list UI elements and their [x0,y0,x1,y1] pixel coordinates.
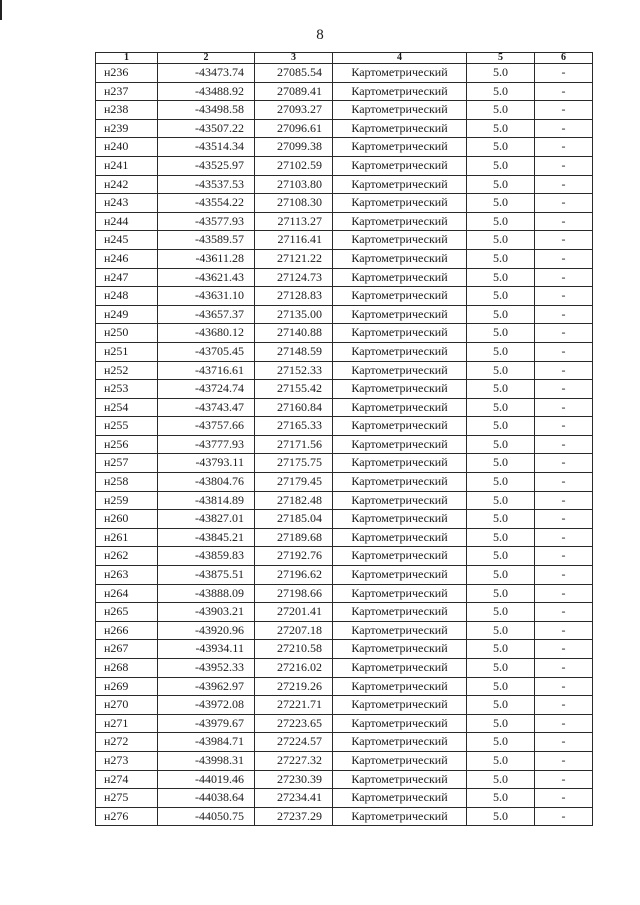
method-cell: Картометрический [333,789,467,808]
table-row [96,510,593,529]
accuracy-cell: 5.0 [467,677,535,696]
point-id-cell: н256 [96,435,158,454]
table-row [96,677,593,696]
accuracy-cell: 5.0 [467,435,535,454]
x-coordinate-cell: -43525.97 [158,156,255,175]
x-coordinate-cell: -43537.53 [158,175,255,194]
method-cell: Картометрический [333,751,467,770]
point-id-cell: н239 [96,119,158,138]
note-cell: - [535,640,593,659]
note-cell: - [535,677,593,696]
table-row [96,82,593,101]
point-id-cell: н253 [96,380,158,399]
method-cell: Картометрический [333,510,467,529]
note-cell: - [535,398,593,417]
y-coordinate-cell: 27216.02 [255,659,333,678]
accuracy-cell: 5.0 [467,64,535,83]
x-coordinate-cell: -43554.22 [158,194,255,213]
method-cell: Картометрический [333,528,467,547]
y-coordinate-cell: 27189.68 [255,528,333,547]
point-id-cell: н264 [96,584,158,603]
point-id-cell: н250 [96,324,158,343]
accuracy-cell: 5.0 [467,714,535,733]
point-id-cell: н272 [96,733,158,752]
note-cell: - [535,584,593,603]
point-id-cell: н254 [96,398,158,417]
method-cell: Картометрический [333,287,467,306]
point-id-cell: н261 [96,528,158,547]
y-coordinate-cell: 27096.61 [255,119,333,138]
method-cell: Картометрический [333,435,467,454]
note-cell: - [535,566,593,585]
table-row [96,491,593,510]
table-row [96,342,593,361]
method-cell: Картометрический [333,64,467,83]
x-coordinate-cell: -43498.58 [158,101,255,120]
point-id-cell: н236 [96,64,158,83]
table-row [96,417,593,436]
x-coordinate-cell: -43705.45 [158,342,255,361]
x-coordinate-cell: -44038.64 [158,789,255,808]
note-cell: - [535,64,593,83]
y-coordinate-cell: 27192.76 [255,547,333,566]
table-row [96,770,593,789]
accuracy-cell: 5.0 [467,528,535,547]
x-coordinate-cell: -43514.34 [158,138,255,157]
accuracy-cell: 5.0 [467,733,535,752]
method-cell: Картометрический [333,138,467,157]
accuracy-cell: 5.0 [467,417,535,436]
method-cell: Картометрический [333,603,467,622]
method-cell: Картометрический [333,342,467,361]
x-coordinate-cell: -43577.93 [158,212,255,231]
point-id-cell: н246 [96,249,158,268]
method-cell: Картометрический [333,268,467,287]
x-coordinate-cell: -43589.57 [158,231,255,250]
accuracy-cell: 5.0 [467,156,535,175]
y-coordinate-cell: 27099.38 [255,138,333,157]
note-cell: - [535,417,593,436]
note-cell: - [535,342,593,361]
note-cell: - [535,249,593,268]
y-coordinate-cell: 27237.29 [255,807,333,826]
x-coordinate-cell: -43920.96 [158,621,255,640]
method-cell: Картометрический [333,659,467,678]
accuracy-cell: 5.0 [467,603,535,622]
accuracy-cell: 5.0 [467,751,535,770]
x-coordinate-cell: -43488.92 [158,82,255,101]
y-coordinate-cell: 27103.80 [255,175,333,194]
table-row [96,454,593,473]
x-coordinate-cell: -43631.10 [158,287,255,306]
note-cell: - [535,659,593,678]
accuracy-cell: 5.0 [467,342,535,361]
note-cell: - [535,305,593,324]
x-coordinate-cell: -43777.93 [158,435,255,454]
accuracy-cell: 5.0 [467,510,535,529]
note-cell: - [535,528,593,547]
note-cell: - [535,510,593,529]
x-coordinate-cell: -43962.97 [158,677,255,696]
header-row [96,53,593,64]
table-row [96,380,593,399]
accuracy-cell: 5.0 [467,380,535,399]
y-coordinate-cell: 27230.39 [255,770,333,789]
y-coordinate-cell: 27116.41 [255,231,333,250]
accuracy-cell: 5.0 [467,194,535,213]
note-cell: - [535,473,593,492]
x-coordinate-cell: -43952.33 [158,659,255,678]
method-cell: Картометрический [333,807,467,826]
y-coordinate-cell: 27221.71 [255,696,333,715]
y-coordinate-cell: 27085.54 [255,64,333,83]
x-coordinate-cell: -43814.89 [158,491,255,510]
note-cell: - [535,751,593,770]
accuracy-cell: 5.0 [467,473,535,492]
point-id-cell: н245 [96,231,158,250]
x-coordinate-cell: -43827.01 [158,510,255,529]
method-cell: Картометрический [333,101,467,120]
table-row [96,547,593,566]
table-row [96,64,593,83]
note-cell: - [535,156,593,175]
accuracy-cell: 5.0 [467,696,535,715]
point-id-cell: н265 [96,603,158,622]
point-id-cell: н238 [96,101,158,120]
x-coordinate-cell: -43473.74 [158,64,255,83]
y-coordinate-cell: 27179.45 [255,473,333,492]
column-header-2: 2 [158,53,255,64]
accuracy-cell: 5.0 [467,175,535,194]
y-coordinate-cell: 27227.32 [255,751,333,770]
point-id-cell: н274 [96,770,158,789]
y-coordinate-cell: 27224.57 [255,733,333,752]
accuracy-cell: 5.0 [467,305,535,324]
accuracy-cell: 5.0 [467,361,535,380]
method-cell: Картометрический [333,249,467,268]
x-coordinate-cell: -43875.51 [158,566,255,585]
note-cell: - [535,380,593,399]
note-cell: - [535,789,593,808]
method-cell: Картометрический [333,621,467,640]
x-coordinate-cell: -43979.67 [158,714,255,733]
table-body [96,64,593,826]
table-row [96,287,593,306]
x-coordinate-cell: -43716.61 [158,361,255,380]
point-id-cell: н240 [96,138,158,157]
accuracy-cell: 5.0 [467,101,535,120]
coordinates-table [95,52,593,826]
note-cell: - [535,454,593,473]
table-row [96,398,593,417]
accuracy-cell: 5.0 [467,82,535,101]
accuracy-cell: 5.0 [467,659,535,678]
y-coordinate-cell: 27160.84 [255,398,333,417]
table-row [96,324,593,343]
y-coordinate-cell: 27185.04 [255,510,333,529]
note-cell: - [535,101,593,120]
method-cell: Картометрический [333,119,467,138]
x-coordinate-cell: -43859.83 [158,547,255,566]
method-cell: Картометрический [333,696,467,715]
y-coordinate-cell: 27196.62 [255,566,333,585]
x-coordinate-cell: -44050.75 [158,807,255,826]
x-coordinate-cell: -43507.22 [158,119,255,138]
point-id-cell: н271 [96,714,158,733]
method-cell: Картометрический [333,175,467,194]
note-cell: - [535,82,593,101]
method-cell: Картометрический [333,584,467,603]
point-id-cell: н267 [96,640,158,659]
y-coordinate-cell: 27135.00 [255,305,333,324]
method-cell: Картометрический [333,491,467,510]
method-cell: Картометрический [333,714,467,733]
column-header-6: 6 [535,53,593,64]
table-row [96,584,593,603]
point-id-cell: н252 [96,361,158,380]
y-coordinate-cell: 27128.83 [255,287,333,306]
table-row [96,194,593,213]
page-number: 8 [316,27,324,43]
y-coordinate-cell: 27175.75 [255,454,333,473]
note-cell: - [535,807,593,826]
table-row [96,621,593,640]
method-cell: Картометрический [333,82,467,101]
method-cell: Картометрический [333,566,467,585]
note-cell: - [535,361,593,380]
accuracy-cell: 5.0 [467,584,535,603]
y-coordinate-cell: 27093.27 [255,101,333,120]
accuracy-cell: 5.0 [467,789,535,808]
point-id-cell: н276 [96,807,158,826]
method-cell: Картометрический [333,231,467,250]
accuracy-cell: 5.0 [467,287,535,306]
point-id-cell: н269 [96,677,158,696]
x-coordinate-cell: -43888.09 [158,584,255,603]
y-coordinate-cell: 27108.30 [255,194,333,213]
point-id-cell: н259 [96,491,158,510]
column-header-3: 3 [255,53,333,64]
accuracy-cell: 5.0 [467,770,535,789]
table-row [96,659,593,678]
table-row [96,473,593,492]
table-row [96,640,593,659]
y-coordinate-cell: 27152.33 [255,361,333,380]
y-coordinate-cell: 27234.41 [255,789,333,808]
y-coordinate-cell: 27198.66 [255,584,333,603]
point-id-cell: н263 [96,566,158,585]
x-coordinate-cell: -43845.21 [158,528,255,547]
x-coordinate-cell: -43621.43 [158,268,255,287]
method-cell: Картометрический [333,733,467,752]
table-row [96,528,593,547]
table-row [96,733,593,752]
table-row [96,807,593,826]
x-coordinate-cell: -43680.12 [158,324,255,343]
accuracy-cell: 5.0 [467,268,535,287]
accuracy-cell: 5.0 [467,324,535,343]
y-coordinate-cell: 27219.26 [255,677,333,696]
point-id-cell: н241 [96,156,158,175]
note-cell: - [535,287,593,306]
y-coordinate-cell: 27140.88 [255,324,333,343]
method-cell: Картометрический [333,473,467,492]
column-header-1: 1 [96,53,158,64]
point-id-cell: н258 [96,473,158,492]
point-id-cell: н260 [96,510,158,529]
y-coordinate-cell: 27124.73 [255,268,333,287]
point-id-cell: н257 [96,454,158,473]
accuracy-cell: 5.0 [467,454,535,473]
table-row [96,175,593,194]
x-coordinate-cell: -44019.46 [158,770,255,789]
y-coordinate-cell: 27155.42 [255,380,333,399]
y-coordinate-cell: 27113.27 [255,212,333,231]
y-coordinate-cell: 27201.41 [255,603,333,622]
x-coordinate-cell: -43743.47 [158,398,255,417]
note-cell: - [535,770,593,789]
table-row [96,138,593,157]
accuracy-cell: 5.0 [467,138,535,157]
method-cell: Картометрический [333,417,467,436]
table-row [96,119,593,138]
x-coordinate-cell: -43657.37 [158,305,255,324]
x-coordinate-cell: -43984.71 [158,733,255,752]
method-cell: Картометрический [333,454,467,473]
column-header-4: 4 [333,53,467,64]
note-cell: - [535,733,593,752]
x-coordinate-cell: -43611.28 [158,249,255,268]
x-coordinate-cell: -43972.08 [158,696,255,715]
table-row [96,714,593,733]
table-row [96,231,593,250]
accuracy-cell: 5.0 [467,398,535,417]
method-cell: Картометрический [333,770,467,789]
note-cell: - [535,547,593,566]
table-row [96,696,593,715]
table-row [96,751,593,770]
y-coordinate-cell: 27171.56 [255,435,333,454]
x-coordinate-cell: -43804.76 [158,473,255,492]
point-id-cell: н255 [96,417,158,436]
x-coordinate-cell: -43998.31 [158,751,255,770]
note-cell: - [535,138,593,157]
table-header [96,53,593,64]
note-cell: - [535,175,593,194]
method-cell: Картометрический [333,547,467,566]
accuracy-cell: 5.0 [467,212,535,231]
y-coordinate-cell: 27223.65 [255,714,333,733]
method-cell: Картометрический [333,398,467,417]
note-cell: - [535,268,593,287]
table-row [96,156,593,175]
method-cell: Картометрический [333,212,467,231]
note-cell: - [535,324,593,343]
method-cell: Картометрический [333,640,467,659]
method-cell: Картометрический [333,156,467,175]
accuracy-cell: 5.0 [467,621,535,640]
y-coordinate-cell: 27165.33 [255,417,333,436]
note-cell: - [535,603,593,622]
table-row [96,603,593,622]
method-cell: Картометрический [333,305,467,324]
table-row [96,268,593,287]
point-id-cell: н251 [96,342,158,361]
point-id-cell: н262 [96,547,158,566]
note-cell: - [535,231,593,250]
page-edge-mark [0,0,2,20]
method-cell: Картометрический [333,361,467,380]
column-header-5: 5 [467,53,535,64]
point-id-cell: н268 [96,659,158,678]
table-row [96,249,593,268]
method-cell: Картометрический [333,380,467,399]
y-coordinate-cell: 27148.59 [255,342,333,361]
point-id-cell: н248 [96,287,158,306]
method-cell: Картометрический [333,324,467,343]
y-coordinate-cell: 27102.59 [255,156,333,175]
x-coordinate-cell: -43934.11 [158,640,255,659]
accuracy-cell: 5.0 [467,249,535,268]
table-row [96,789,593,808]
note-cell: - [535,714,593,733]
point-id-cell: н275 [96,789,158,808]
y-coordinate-cell: 27207.18 [255,621,333,640]
accuracy-cell: 5.0 [467,640,535,659]
point-id-cell: н266 [96,621,158,640]
note-cell: - [535,119,593,138]
table-row [96,212,593,231]
point-id-cell: н247 [96,268,158,287]
y-coordinate-cell: 27210.58 [255,640,333,659]
note-cell: - [535,696,593,715]
table-row [96,101,593,120]
note-cell: - [535,491,593,510]
note-cell: - [535,621,593,640]
note-cell: - [535,194,593,213]
table-row [96,361,593,380]
y-coordinate-cell: 27182.48 [255,491,333,510]
point-id-cell: н273 [96,751,158,770]
accuracy-cell: 5.0 [467,491,535,510]
x-coordinate-cell: -43724.74 [158,380,255,399]
point-id-cell: н243 [96,194,158,213]
method-cell: Картометрический [333,194,467,213]
accuracy-cell: 5.0 [467,807,535,826]
point-id-cell: н270 [96,696,158,715]
y-coordinate-cell: 27121.22 [255,249,333,268]
x-coordinate-cell: -43757.66 [158,417,255,436]
y-coordinate-cell: 27089.41 [255,82,333,101]
point-id-cell: н249 [96,305,158,324]
accuracy-cell: 5.0 [467,231,535,250]
note-cell: - [535,435,593,454]
point-id-cell: н242 [96,175,158,194]
note-cell: - [535,212,593,231]
accuracy-cell: 5.0 [467,119,535,138]
table-row [96,566,593,585]
point-id-cell: н237 [96,82,158,101]
accuracy-cell: 5.0 [467,547,535,566]
point-id-cell: н244 [96,212,158,231]
table-row [96,435,593,454]
table-row [96,305,593,324]
x-coordinate-cell: -43793.11 [158,454,255,473]
accuracy-cell: 5.0 [467,566,535,585]
x-coordinate-cell: -43903.21 [158,603,255,622]
method-cell: Картометрический [333,677,467,696]
